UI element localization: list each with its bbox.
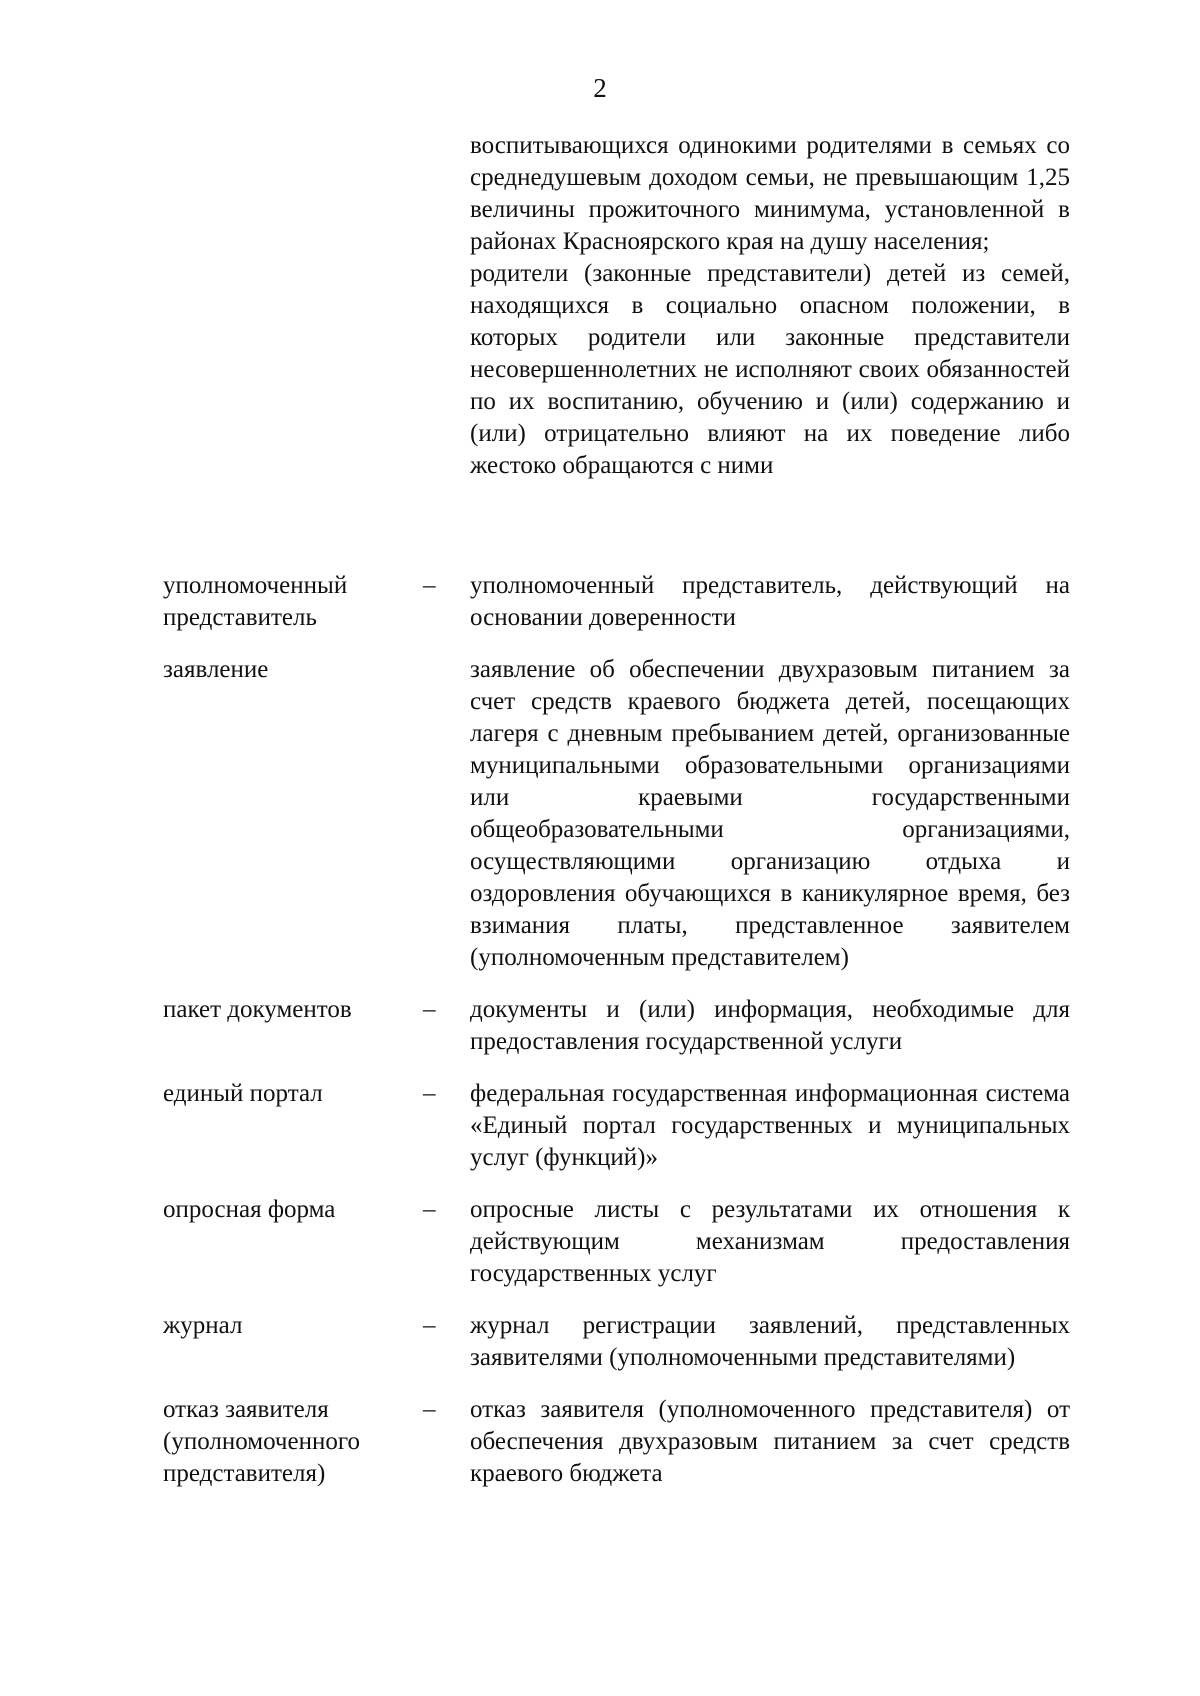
definition-row (163, 1194, 1070, 1290)
intro-paragraph: родители (законные представители) детей из семей, находящихся в социально опасном положении, в которых родители или законные представители несовершеннолетних не исполняют своих обязанностей по их воспитанию, обучению и (или) содержанию и (или) отрицательно влияют на их поведение либо жестоко обращаются с ними (470, 260, 1070, 479)
page-number: 2 (593, 73, 607, 103)
definition-term: единый портал (163, 1080, 323, 1107)
definitions-list (163, 570, 1070, 1490)
definition-row (163, 570, 1070, 634)
definition-text: опросные листы с результатами их отношения к действующим механизмам предоставления государственных услуг (470, 1196, 1070, 1287)
definition-text: документы и (или) информация, необходимые для предоставления государственной услуги (470, 996, 1070, 1055)
definition-row (163, 994, 1070, 1058)
definition-term: заявление (163, 656, 269, 683)
definition-term: опросная форма (163, 1196, 336, 1223)
intro-continuation (470, 130, 1070, 482)
definition-dash: – (423, 1396, 436, 1423)
definition-row (163, 1394, 1070, 1490)
definition-dash: – (423, 1196, 436, 1223)
definition-dash: – (423, 1312, 436, 1339)
definition-term: уполномоченный представитель (163, 572, 348, 631)
intro-paragraph: воспитывающихся одинокими родителями в семьях со среднедушевым доходом семьи, не превышающим 1,25 величины прожиточного минимума, установленной в районах Красноярского края на душу населения; (470, 132, 1070, 255)
definition-text: федеральная государственная информационная система «Единый портал государственных и муниципальных услуг (функций)» (470, 1080, 1070, 1171)
definition-row (163, 1078, 1070, 1174)
definition-term: пакет документов (163, 996, 352, 1023)
definition-term: отказ заявителя (уполномоченного представителя) (163, 1396, 360, 1487)
definition-dash: – (423, 996, 436, 1023)
definition-text: журнал регистрации заявлений, представленных заявителями (уполномоченными представителями) (470, 1312, 1070, 1371)
definition-text: уполномоченный представитель, действующий на основании доверенности (470, 572, 1070, 631)
definition-dash: – (423, 1080, 436, 1107)
definition-text: отказ заявителя (уполномоченного представителя) от обеспечения двухразовым питанием за счет средств краевого бюджета (470, 1396, 1070, 1487)
definition-row (163, 1310, 1070, 1374)
definition-text: заявление об обеспечении двухразовым питанием за счет средств краевого бюджета детей, посещающих лагеря с дневным пребыванием детей, организованные муниципальными образовательными организациями или краевыми государственными общеобразовательными организациями, осуществляющими организацию отдыха и оздоровления обучающихся в каникулярное время, без взимания платы, представленное заявителем (уполномоченным представителем) (470, 656, 1070, 971)
definition-row (163, 654, 1070, 974)
definition-dash: – (423, 572, 436, 599)
definition-term: журнал (163, 1312, 243, 1339)
